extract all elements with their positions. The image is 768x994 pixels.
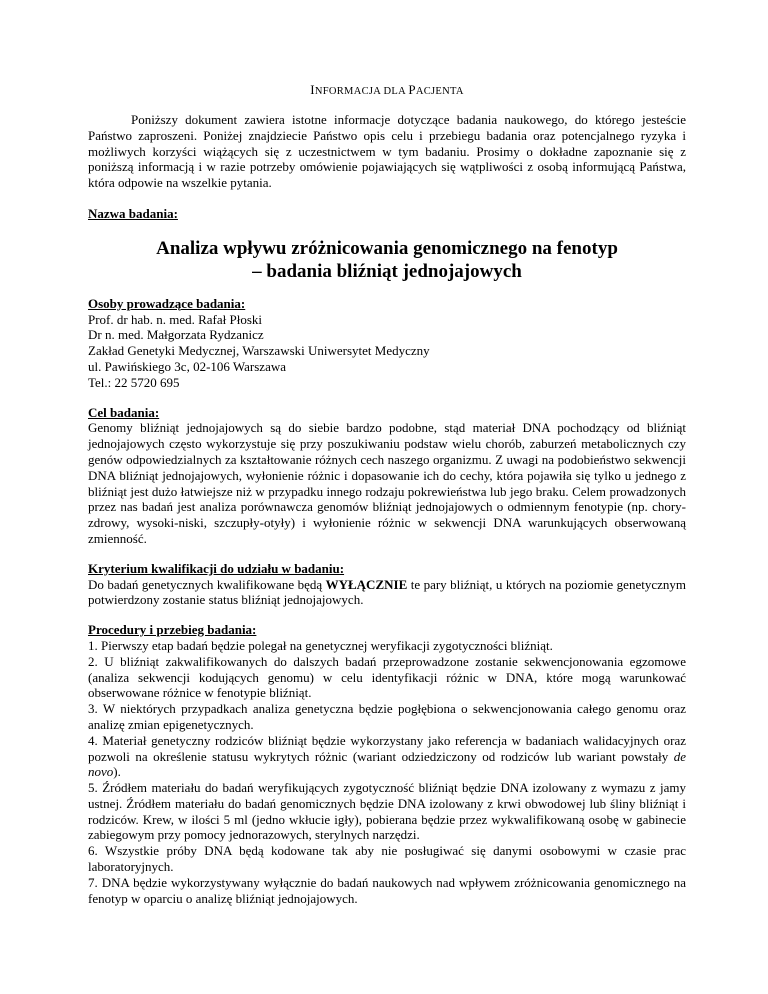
investigator-line: ul. Pawińskiego 3c, 02-106 Warszawa	[88, 358, 287, 374]
study-name-heading: Nazwa badania:	[88, 205, 178, 221]
criteria-text-after: te pary bliźniąt, u których na poziomie genetycznym potwierdzony zostanie status bliźniąt jednojajowych.	[88, 576, 686, 608]
procedure-item-3: 3. W niektórych przypadkach analiza genetyczna będzie pogłębiona o sekwencjonowania całego genomu oraz analizę zmian epigenetycznych.	[88, 701, 686, 732]
investigators-heading: Osoby prowadzące badania:	[88, 295, 246, 311]
procedure-item-4	[88, 733, 686, 780]
document-page	[88, 83, 686, 920]
procedure-item-4-after: ).	[113, 764, 121, 780]
procedure-item-1: 1. Pierwszy etap badań będzie polegał na genetycznej weryfikacji zygotyczności bliźniąt.	[88, 637, 553, 653]
investigator-line: Zakład Genetyki Medycznej, Warszawski Uniwersytet Medyczny	[88, 343, 430, 359]
criteria-paragraph	[88, 577, 686, 609]
aim-section	[88, 405, 686, 547]
study-title	[88, 237, 686, 283]
procedure-item-7: 7. DNA będzie wykorzystywany wyłącznie do badań naukowych nad wpływem zróżnicowania genomicznego na fenotyp w oparciu o analizę bliźniąt jednojajowych.	[88, 874, 686, 906]
procedure-item-4-emphasis: de novo	[88, 748, 686, 780]
study-title-line-1: Analiza wpływu zróżnicowania genomicznego na fenotyp	[156, 237, 618, 259]
procedure-item-2: 2. U bliźniąt zakwalifikowanych do dalszych badań przeprowadzone zostanie sekwencjonowania egzomowe (analiza sekwencji kodujących genomu) w celu identyfikacji różnic w DNA, które mogą warunkować obserwowane różnice w fenotypie bliźniąt.	[88, 653, 686, 701]
investigator-line: Tel.: 22 5720 695	[88, 374, 180, 390]
study-title-line-2: – badania bliźniąt jednojajowych	[252, 260, 522, 282]
investigator-line: Prof. dr hab. n. med. Rafał Płoski	[88, 311, 263, 327]
aim-paragraph: Genomy bliźniąt jednojajowych są do siebie bardzo podobne, stąd materiał DNA pochodzący od bliźniąt jednojajowych często wykorzystuje się przy poszukiwaniu podstaw wielu chorób, zaburzeń metabolicznych czy genów odpowiedzialnych za kształtowanie różnych cech naszego organizmu. Z uwagi na podobieństwo sekwencji DNA bliźniąt jednojajowych, wyłonienie różnic i dopasowanie ich do cechy, która pojawiła się tylko u jednego z bliźniąt jest dużo łatwiejsze niż w przypadku innego rodzaju pokrewieństwa lub jego braku. Celem prowadzonych przez nas badań jest analiza porównawcza genomów bliźniąt jednojajowych o odmiennym fenotypie (np. chory-zdrowy, wysoki-niski, szczupły-otyły) i wyłonienie różnic w sekwencji DNA warunkujących obserwowaną zmienność.	[88, 420, 686, 546]
procedure-item-6: 6. Wszystkie próby DNA będą kodowane tak aby nie posługiwać się danymi osobowymi w czasie prac laboratoryjnych.	[88, 843, 686, 875]
investigators-section	[88, 296, 686, 391]
criteria-emphasis: WYŁĄCZNIE	[325, 576, 408, 592]
procedure-item-5: 5. Źródłem materiału do badań weryfikujących zygotyczność bliźniąt będzie DNA izolowany z wymazu z jamy ustnej. Źródłem materiału do badań genomicznych będzie DNA izolowany z krwi obwodowej lub śliny bliźniąt i rodziców. Krew, w ilości 5 ml (jedno wkłucie igły), pobierana będzie przez wykwalifikowaną osobę w gabinecie zabiegowym przy pomocy jednorazowych, sterylnych narzędzi.	[88, 780, 686, 843]
procedure-item-4-before: 4. Materiał genetyczny rodziców bliźniąt będzie wykorzystany jako referencja w badaniach walidacyjnych oraz pozwoli na określenie statusu wykrytych różnic (wariant odziedziczony od rodziców lub wariant powstały	[88, 732, 686, 764]
title-initial-2: P	[408, 82, 416, 97]
procedures-section	[88, 622, 686, 906]
procedures-heading: Procedury i przebieg badania:	[88, 622, 257, 638]
title-part-2: ACJENTA	[415, 86, 464, 97]
aim-heading: Cel badania:	[88, 404, 160, 420]
criteria-heading: Kryterium kwalifikacji do udziału w badaniu:	[88, 560, 345, 576]
criteria-section	[88, 561, 686, 608]
title-initial-1: I	[310, 82, 315, 97]
intro-paragraph: Poniższy dokument zawiera istotne informacje dotyczące badania naukowego, do którego jesteście Państwo zaproszeni. Poniżej znajdziecie Państwo opis celu i przebiegu badania oraz potencjalnego ryzyka i możliwych korzyści wiążących się z uczestnictwem w tym badaniu. Prosimy o dokładne zapoznanie się z poniższą informacją i w razie potrzeby omówienie pojawiających się wątpliwości z osobą informującą Państwa, która odpowie na wszelkie pytania.	[88, 112, 686, 191]
document-title	[88, 83, 686, 99]
title-part-1: NFORMACJA DLA	[314, 86, 409, 97]
criteria-text-before: Do badań genetycznych kwalifikowane będą	[88, 576, 326, 592]
investigator-line: Dr n. med. Małgorzata Rydzanicz	[88, 327, 264, 343]
